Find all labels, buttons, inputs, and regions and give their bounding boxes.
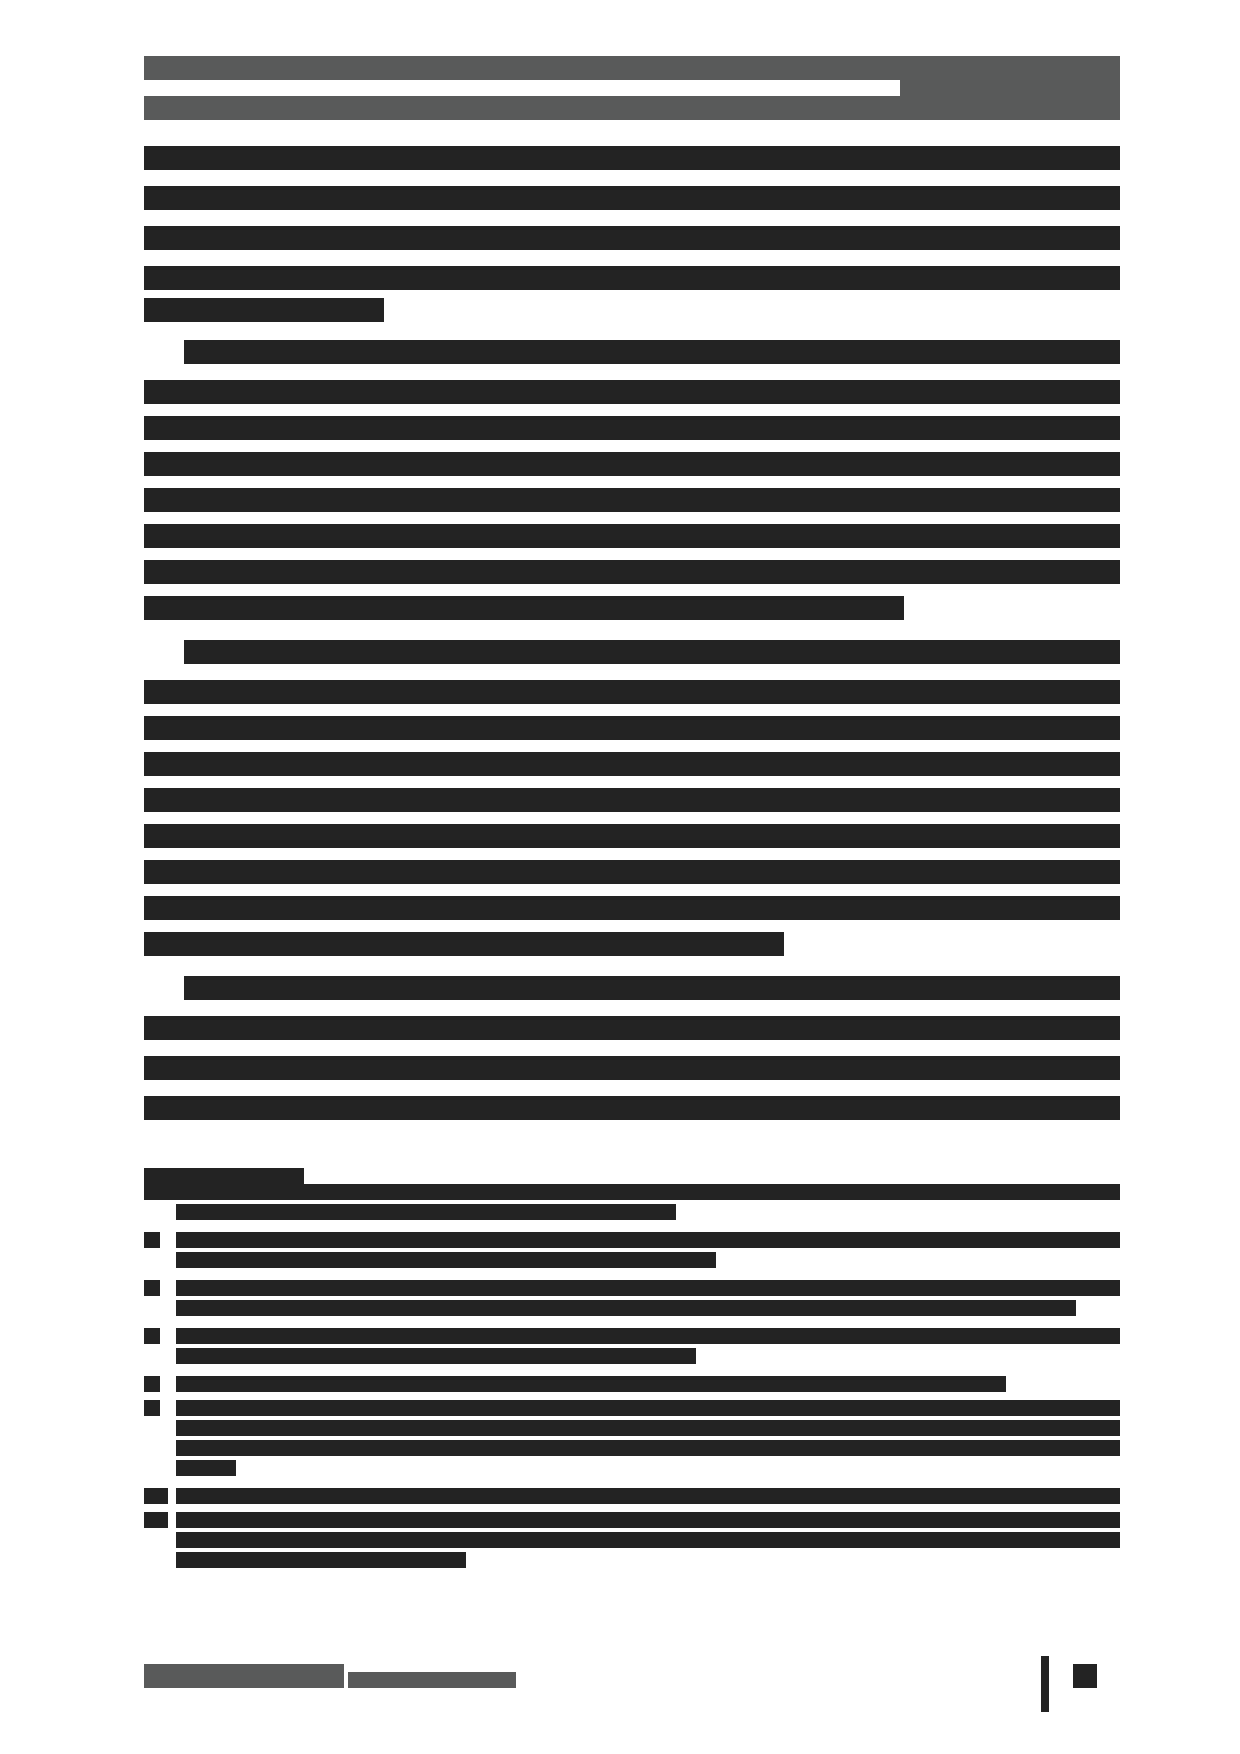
note-number [144,1232,160,1248]
note-line [176,1348,696,1364]
note-line [176,1512,1120,1528]
text-line [184,340,1120,364]
note-number [144,1280,160,1296]
text-line [144,524,1120,548]
text-line [144,752,1120,776]
text-line [184,640,1120,664]
text-line [144,1056,1120,1080]
note-line [176,1232,1120,1248]
text-line [144,1016,1120,1040]
text-line [144,1096,1120,1120]
text-line [144,298,384,322]
text-line [144,146,1120,170]
footer-divider [1041,1656,1049,1712]
text-line [144,226,1120,250]
text-line [144,788,1120,812]
note-line [176,1400,1120,1416]
note-number [144,1488,168,1504]
text-line [184,976,1120,1000]
note-line [176,1552,466,1568]
text-line [144,380,1120,404]
text-line [144,824,1120,848]
text-line [144,488,1120,512]
note-line [176,1488,1120,1504]
running-title [144,1664,344,1688]
text-line [144,596,904,620]
page-number [1073,1664,1097,1688]
text-line [144,716,1120,740]
header-line [144,96,1120,120]
note-line [176,1252,716,1268]
header-line [900,80,1120,96]
note-number [144,1400,160,1416]
header-line [144,56,1120,80]
running-subtitle [348,1672,516,1688]
note-line [176,1184,1120,1200]
text-line [144,266,1120,290]
text-line [144,560,1120,584]
note-line [176,1376,1006,1392]
note-line [176,1460,236,1476]
text-line [144,416,1120,440]
note-line [176,1440,1120,1456]
note-number [144,1512,168,1528]
note-line [176,1300,1076,1316]
note-line [176,1328,1120,1344]
text-line [144,932,784,956]
note-line [176,1420,1120,1436]
text-line [144,896,1120,920]
note-number [144,1328,160,1344]
text-line [144,860,1120,884]
note-line [176,1204,676,1220]
note-number [144,1376,160,1392]
text-line [144,186,1120,210]
text-line [144,452,1120,476]
text-line [144,680,1120,704]
note-line [176,1280,1120,1296]
note-line [176,1532,1120,1548]
